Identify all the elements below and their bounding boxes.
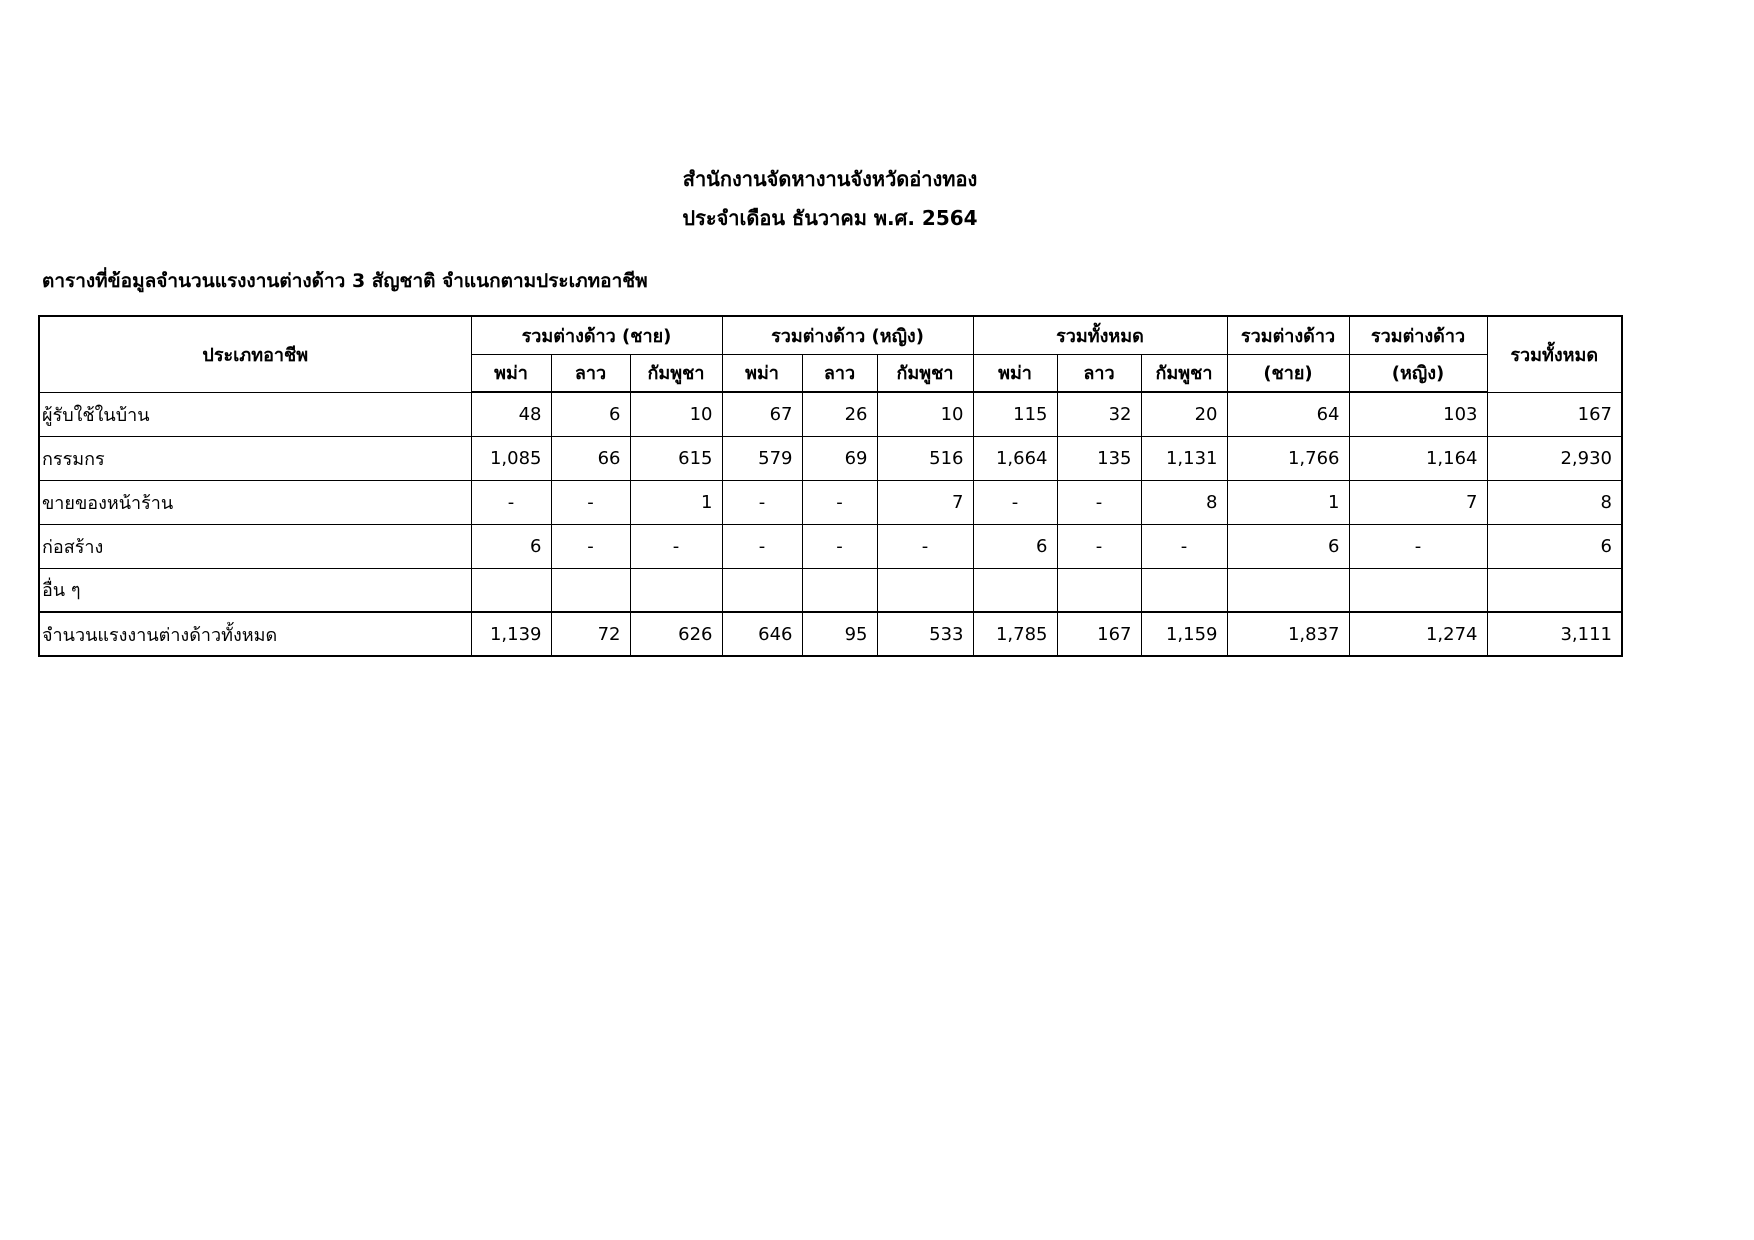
header-grand-total: รวมทั้งหมด xyxy=(1487,316,1622,392)
header-row-1 xyxy=(39,316,1622,354)
table-cell xyxy=(1141,568,1227,612)
table-cell: 103 xyxy=(1349,392,1487,436)
total-row xyxy=(39,612,1622,656)
table-cell: - xyxy=(551,524,630,568)
subheader-total-myanmar: พม่า xyxy=(973,354,1057,392)
table-cell: 1,164 xyxy=(1349,436,1487,480)
table-cell: 10 xyxy=(630,392,722,436)
table-cell: - xyxy=(1057,480,1141,524)
table-cell: 646 xyxy=(722,612,802,656)
subheader-male-laos: ลาว xyxy=(551,354,630,392)
table-cell: 579 xyxy=(722,436,802,480)
table-cell: 72 xyxy=(551,612,630,656)
row-label: ก่อสร้าง xyxy=(39,524,471,568)
header-total-male-line2: (ชาย) xyxy=(1227,354,1349,392)
subheader-total-cambodia: กัมพูชา xyxy=(1141,354,1227,392)
document-header xyxy=(0,160,1660,238)
table-cell: 1 xyxy=(1227,480,1349,524)
table-cell xyxy=(877,568,973,612)
subheader-female-cambodia: กัมพูชา xyxy=(877,354,973,392)
table-cell: - xyxy=(630,524,722,568)
table-cell: - xyxy=(1349,524,1487,568)
table-cell: 6 xyxy=(1487,524,1622,568)
row-label: จำนวนแรงงานต่างด้าวทั้งหมด xyxy=(39,612,471,656)
table-cell: 69 xyxy=(802,436,877,480)
table-cell: 135 xyxy=(1057,436,1141,480)
row-label: ขายของหน้าร้าน xyxy=(39,480,471,524)
table-cell: - xyxy=(973,480,1057,524)
table-cell: 516 xyxy=(877,436,973,480)
table-cell: 3,111 xyxy=(1487,612,1622,656)
header-total-female-line1: รวมต่างด้าว xyxy=(1349,316,1487,354)
table-cell: 64 xyxy=(1227,392,1349,436)
table-cell: 1,274 xyxy=(1349,612,1487,656)
table-cell xyxy=(471,568,551,612)
table-cell: 10 xyxy=(877,392,973,436)
office-name: สำนักงานจัดหางานจังหวัดอ่างทอง xyxy=(682,167,978,191)
header-total-male-line1: รวมต่างด้าว xyxy=(1227,316,1349,354)
table-cell: - xyxy=(802,524,877,568)
table-cell xyxy=(1227,568,1349,612)
row-label: กรรมกร xyxy=(39,436,471,480)
table-cell: 1,785 xyxy=(973,612,1057,656)
table-cell: - xyxy=(471,480,551,524)
subheader-female-laos: ลาว xyxy=(802,354,877,392)
table-cell: - xyxy=(722,524,802,568)
table-cell: 615 xyxy=(630,436,722,480)
table-cell: 533 xyxy=(877,612,973,656)
table-cell: 66 xyxy=(551,436,630,480)
table-cell: - xyxy=(802,480,877,524)
table-cell xyxy=(551,568,630,612)
table-cell: - xyxy=(1057,524,1141,568)
table-cell: 1,837 xyxy=(1227,612,1349,656)
header-group-male: รวมต่างด้าว (ชาย) xyxy=(471,316,722,354)
table-cell xyxy=(1057,568,1141,612)
header-occupation: ประเภทอาชีพ xyxy=(39,316,471,392)
table-row xyxy=(39,480,1622,524)
table-body xyxy=(39,392,1622,656)
table-cell: 48 xyxy=(471,392,551,436)
table-cell: 1,766 xyxy=(1227,436,1349,480)
table-cell xyxy=(722,568,802,612)
table-cell: - xyxy=(1141,524,1227,568)
table-cell: 1,085 xyxy=(471,436,551,480)
table-cell xyxy=(802,568,877,612)
table-cell: 626 xyxy=(630,612,722,656)
foreign-worker-table xyxy=(38,315,1623,657)
subheader-female-myanmar: พม่า xyxy=(722,354,802,392)
table-cell: 2,930 xyxy=(1487,436,1622,480)
table-cell xyxy=(973,568,1057,612)
table-cell: 32 xyxy=(1057,392,1141,436)
table-cell xyxy=(630,568,722,612)
table-cell: 115 xyxy=(973,392,1057,436)
table-cell: - xyxy=(877,524,973,568)
table-cell: 7 xyxy=(1349,480,1487,524)
table-cell: 167 xyxy=(1487,392,1622,436)
table-cell: 20 xyxy=(1141,392,1227,436)
table-cell: 26 xyxy=(802,392,877,436)
table-cell: 167 xyxy=(1057,612,1141,656)
table-cell xyxy=(1349,568,1487,612)
table-cell: 6 xyxy=(471,524,551,568)
table-row xyxy=(39,436,1622,480)
report-period: ประจำเดือน ธันวาคม พ.ศ. 2564 xyxy=(682,206,978,230)
table-cell: - xyxy=(722,480,802,524)
subheader-male-myanmar: พม่า xyxy=(471,354,551,392)
subheader-total-laos: ลาว xyxy=(1057,354,1141,392)
table-cell: 1,159 xyxy=(1141,612,1227,656)
row-label: ผู้รับใช้ในบ้าน xyxy=(39,392,471,436)
table-cell: 6 xyxy=(973,524,1057,568)
table-cell: 8 xyxy=(1487,480,1622,524)
row-label: อื่น ๆ xyxy=(39,568,471,612)
table-cell: 8 xyxy=(1141,480,1227,524)
table-cell: 67 xyxy=(722,392,802,436)
table-row xyxy=(39,392,1622,436)
table-cell: 95 xyxy=(802,612,877,656)
header-group-total: รวมทั้งหมด xyxy=(973,316,1227,354)
header-total-female-line2: (หญิง) xyxy=(1349,354,1487,392)
table-cell: 1,131 xyxy=(1141,436,1227,480)
table-row xyxy=(39,524,1622,568)
subheader-male-cambodia: กัมพูชา xyxy=(630,354,722,392)
table-cell: 6 xyxy=(551,392,630,436)
table-cell: 6 xyxy=(1227,524,1349,568)
table-cell xyxy=(1487,568,1622,612)
header-group-female: รวมต่างด้าว (หญิง) xyxy=(722,316,973,354)
table-cell: 1 xyxy=(630,480,722,524)
table-cell: - xyxy=(551,480,630,524)
table-row xyxy=(39,568,1622,612)
table-title: ตารางที่ข้อมูลจำนวนแรงงานต่างด้าว 3 สัญชาติ จำแนกตามประเภทอาชีพ xyxy=(42,270,648,292)
table-cell: 1,139 xyxy=(471,612,551,656)
table-cell: 1,664 xyxy=(973,436,1057,480)
table-cell: 7 xyxy=(877,480,973,524)
